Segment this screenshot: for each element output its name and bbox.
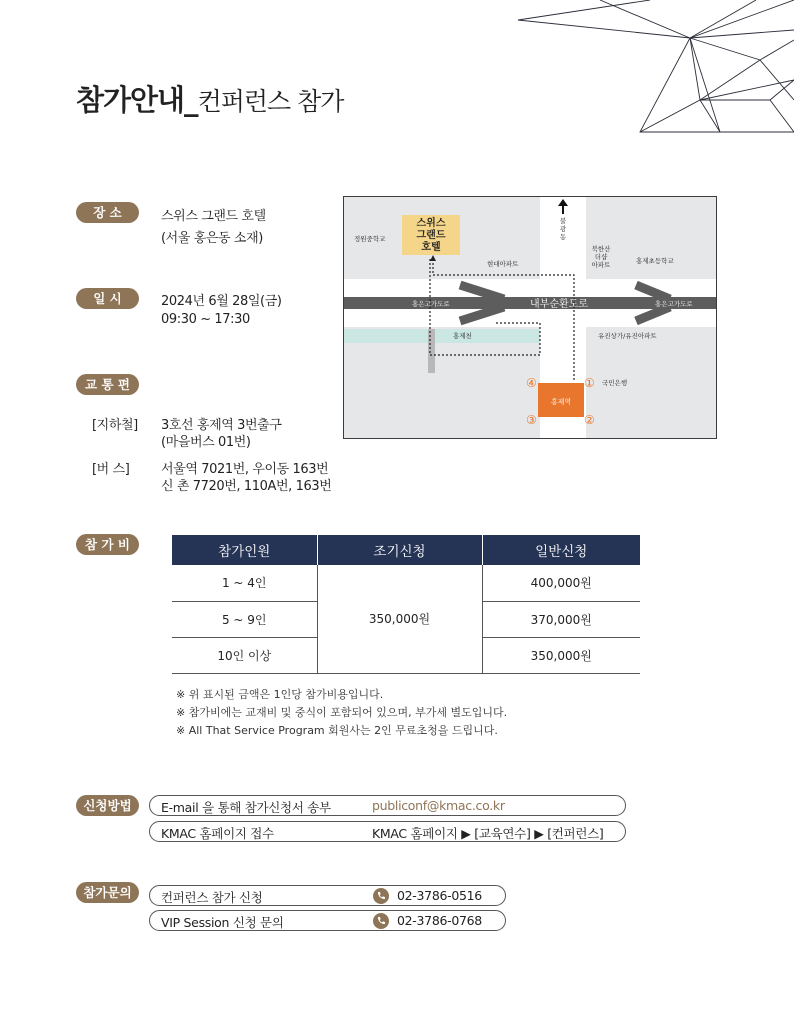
bus-label: [버 스] <box>92 462 130 477</box>
map-hyundai-apt: 현대아파트 <box>487 260 519 268</box>
fee-note: ※ 위 표시된 금액은 1인당 참가비용입니다. <box>176 688 384 701</box>
apply-email-link[interactable]: publiconf@kmac.co.kr <box>372 798 505 813</box>
map-stream: 홍제천 <box>453 332 472 340</box>
apply-web-text: KMAC 홈페이지 접수 <box>161 826 274 841</box>
fee-notes <box>176 686 507 740</box>
map-elevated-right: 홍은고가도로 <box>655 300 693 308</box>
contact-label: 참가문의 <box>76 882 139 903</box>
phone-icon <box>373 888 389 904</box>
date-line1: 2024년 6월 28일(금) <box>161 294 282 309</box>
fee-table <box>172 535 640 674</box>
contact-row <box>149 910 506 931</box>
map-bukhansan-3: 아파트 <box>591 261 611 269</box>
fee-header-people: 참가인원 <box>172 535 317 565</box>
map-exit-2: ② <box>584 413 595 427</box>
fee-note: ※ 참가비에는 교재비 및 중식이 포함되어 있으며, 부가세 별도입니다. <box>176 706 508 719</box>
subway-label: [지하철] <box>92 418 138 433</box>
map-exit-4: ④ <box>526 376 537 390</box>
contact-row-text: VIP Session 신청 문의 <box>161 915 284 930</box>
map-middle-school: 정원중학교 <box>354 235 386 243</box>
fee-regular-cell: 350,000원 <box>482 637 640 673</box>
map-bukhansan-2: 더샵 <box>594 253 608 261</box>
fee-header-regular: 일반신청 <box>482 535 640 565</box>
map-bank: 국민은행 <box>602 379 628 387</box>
decorative-polygon-lines <box>0 0 794 140</box>
map-exit-3: ③ <box>526 413 537 427</box>
bus-line2: 신 촌 7720번, 110A번, 163번 <box>161 479 332 494</box>
apply-label: 신청방법 <box>76 795 139 816</box>
map-bulgwang-3: 동 <box>559 233 567 241</box>
date-line2: 09:30 ~ 17:30 <box>161 312 250 327</box>
page-title-main: 참가안내_ <box>76 83 198 117</box>
fee-note: ※ All That Service Program 회원사는 2인 무료초청을 드립니다. <box>176 724 498 737</box>
bus-line1: 서울역 7021번, 우이동 163번 <box>161 462 329 477</box>
subway-line2: (마을버스 01번) <box>161 435 251 450</box>
contact-phone[interactable]: 02-3786-0768 <box>397 913 482 928</box>
fee-people-cell: 5 ~ 9인 <box>172 601 317 637</box>
fee-early-cell: 350,000원 <box>317 565 482 673</box>
venue-label: 장 소 <box>76 202 139 223</box>
page-title <box>76 78 343 119</box>
phone-icon <box>373 913 389 929</box>
map-hotel-line2: 그랜드 <box>416 230 446 241</box>
venue-line1: 스위스 그랜드 호텔 <box>161 209 266 224</box>
date-label: 일 시 <box>76 288 139 309</box>
fee-header-early: 조기신청 <box>317 535 482 565</box>
fee-people-cell: 1 ~ 4인 <box>172 565 317 601</box>
table-row <box>172 565 640 601</box>
contact-phone[interactable]: 02-3786-0516 <box>397 888 482 903</box>
map-hotel-line1: 스위스 <box>416 218 446 229</box>
location-map <box>343 196 717 439</box>
apply-email-row <box>149 795 626 816</box>
contact-row-text: 컨퍼런스 참가 신청 <box>161 890 263 905</box>
fee-regular-cell: 400,000원 <box>482 565 640 601</box>
map-bulgwang-2: 광 <box>559 225 567 233</box>
transport-label: 교 통 편 <box>76 374 139 395</box>
venue-line2: (서울 홍은동 소재) <box>161 231 263 246</box>
fee-regular-cell: 370,000원 <box>482 601 640 637</box>
subway-line1: 3호선 홍제역 3번출구 <box>161 418 282 433</box>
map-yujin: 유진상가/유진아파트 <box>598 332 657 340</box>
map-elementary: 홍제초등학교 <box>636 257 674 265</box>
fee-people-cell: 10인 이상 <box>172 637 317 673</box>
contact-row <box>149 885 506 906</box>
page-title-sub: 컨퍼런스 참가 <box>197 87 344 116</box>
fee-label: 참 가 비 <box>76 534 139 555</box>
apply-web-row <box>149 821 626 842</box>
map-exit-1: ① <box>584 376 595 390</box>
map-station: 홍제역 <box>550 398 572 406</box>
map-elevated-left: 홍은고가도로 <box>412 300 450 308</box>
map-graphic <box>344 197 717 439</box>
map-bulgwang-1: 불 <box>559 217 567 225</box>
map-hotel-line3: 호텔 <box>421 242 441 253</box>
map-bukhansan-1: 북한산 <box>591 245 611 253</box>
apply-web-path[interactable]: KMAC 홈페이지 ▶ [교육연수] ▶ [컨퍼런스] <box>372 826 604 841</box>
map-ring-road: 내부순환도로 <box>530 299 588 310</box>
apply-email-text: E-mail 을 통해 참가신청서 송부 <box>161 800 331 815</box>
